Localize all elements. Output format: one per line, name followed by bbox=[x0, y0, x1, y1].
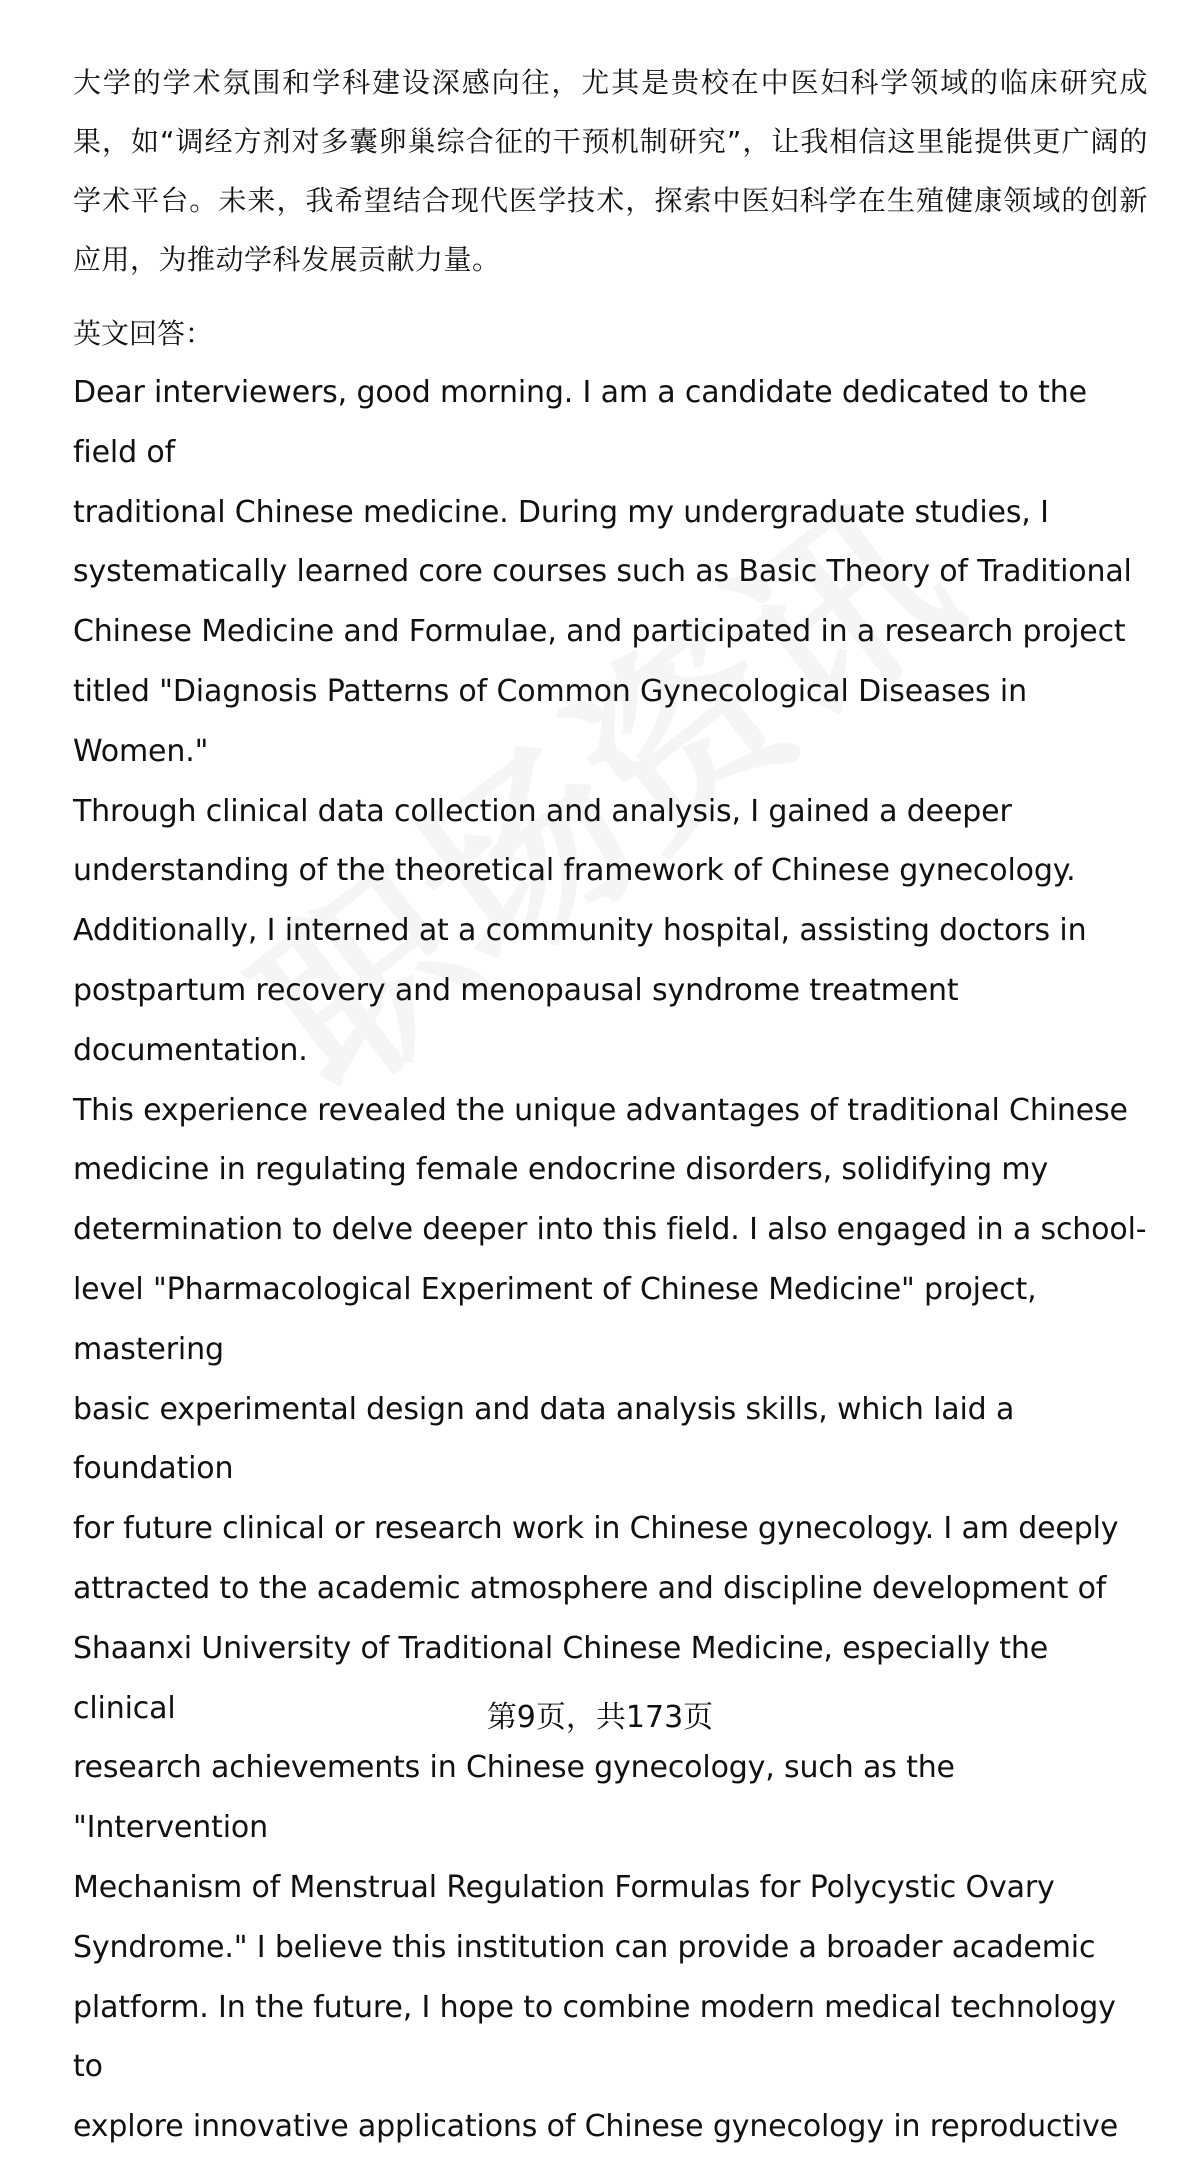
page-footer: 第9页，共173页 bbox=[486, 1700, 714, 1735]
english-line: Through clinical data collection and analysis, I gained a deeper bbox=[73, 793, 1012, 829]
english-line: Syndrome." I believe this institution can provide a broader academic bbox=[73, 1929, 1096, 1965]
english-line: postpartum recovery and menopausal syndrome treatment documentation. bbox=[73, 972, 959, 1068]
english-line: platform. In the future, I hope to combine modern medical technology to bbox=[73, 1989, 1116, 2085]
english-line: Additionally, I interned at a community hospital, assisting doctors in bbox=[73, 913, 1087, 949]
english-line: level "Pharmacological Experiment of Chinese Medicine" project, mastering bbox=[73, 1271, 1037, 1367]
english-line: basic experimental design and data analysis skills, which laid a foundation bbox=[73, 1391, 1015, 1487]
section-label-english-answer: 英文回答： bbox=[73, 317, 214, 350]
english-paragraph bbox=[73, 363, 1148, 2157]
english-line: Mechanism of Menstrual Regulation Formulas for Polycystic Ovary bbox=[73, 1869, 1055, 1905]
chinese-paragraph: 大学的学术氛围和学科建设深感向往，尤其是贵校在中医妇科学领域的临床研究成果，如“调经方剂对多囊卵巢综合征的干预机制研究”，让我相信这里能提供更广阔的学术平台。未来，我希望结合现代医学技术，探索中医妇科学在生殖健康领域的创新应用，为推动学科发展贡献力量。 bbox=[73, 66, 1148, 276]
english-line: traditional Chinese medicine. During my undergraduate studies, I bbox=[73, 494, 1049, 530]
english-line: titled "Diagnosis Patterns of Common Gynecological Diseases in Women." bbox=[73, 673, 1027, 769]
english-line: This experience revealed the unique advantages of traditional Chinese bbox=[73, 1092, 1128, 1128]
english-line: understanding of the theoretical framework of Chinese gynecology. bbox=[73, 853, 1076, 889]
english-line: Chinese Medicine and Formulae, and participated in a research project bbox=[73, 614, 1126, 650]
english-line: medicine in regulating female endocrine disorders, solidifying my bbox=[73, 1152, 1049, 1188]
english-line: attracted to the academic atmosphere and discipline development of bbox=[73, 1570, 1107, 1606]
english-line: for future clinical or research work in Chinese gynecology. I am deeply bbox=[73, 1511, 1119, 1547]
english-line: research achievements in Chinese gynecology, such as the "Intervention bbox=[73, 1750, 955, 1846]
english-line: Shaanxi University of Traditional Chinese Medicine, especially the clinical bbox=[73, 1630, 1049, 1726]
english-line: explore innovative applications of Chinese gynecology in reproductive bbox=[73, 2109, 1119, 2145]
english-line: Dear interviewers, good morning. I am a candidate dedicated to the field of bbox=[73, 375, 1087, 470]
document-content bbox=[73, 53, 1148, 2157]
english-line: systematically learned core courses such as Basic Theory of Traditional bbox=[73, 554, 1132, 590]
english-line: determination to delve deeper into this field. I also engaged in a school- bbox=[73, 1212, 1147, 1248]
